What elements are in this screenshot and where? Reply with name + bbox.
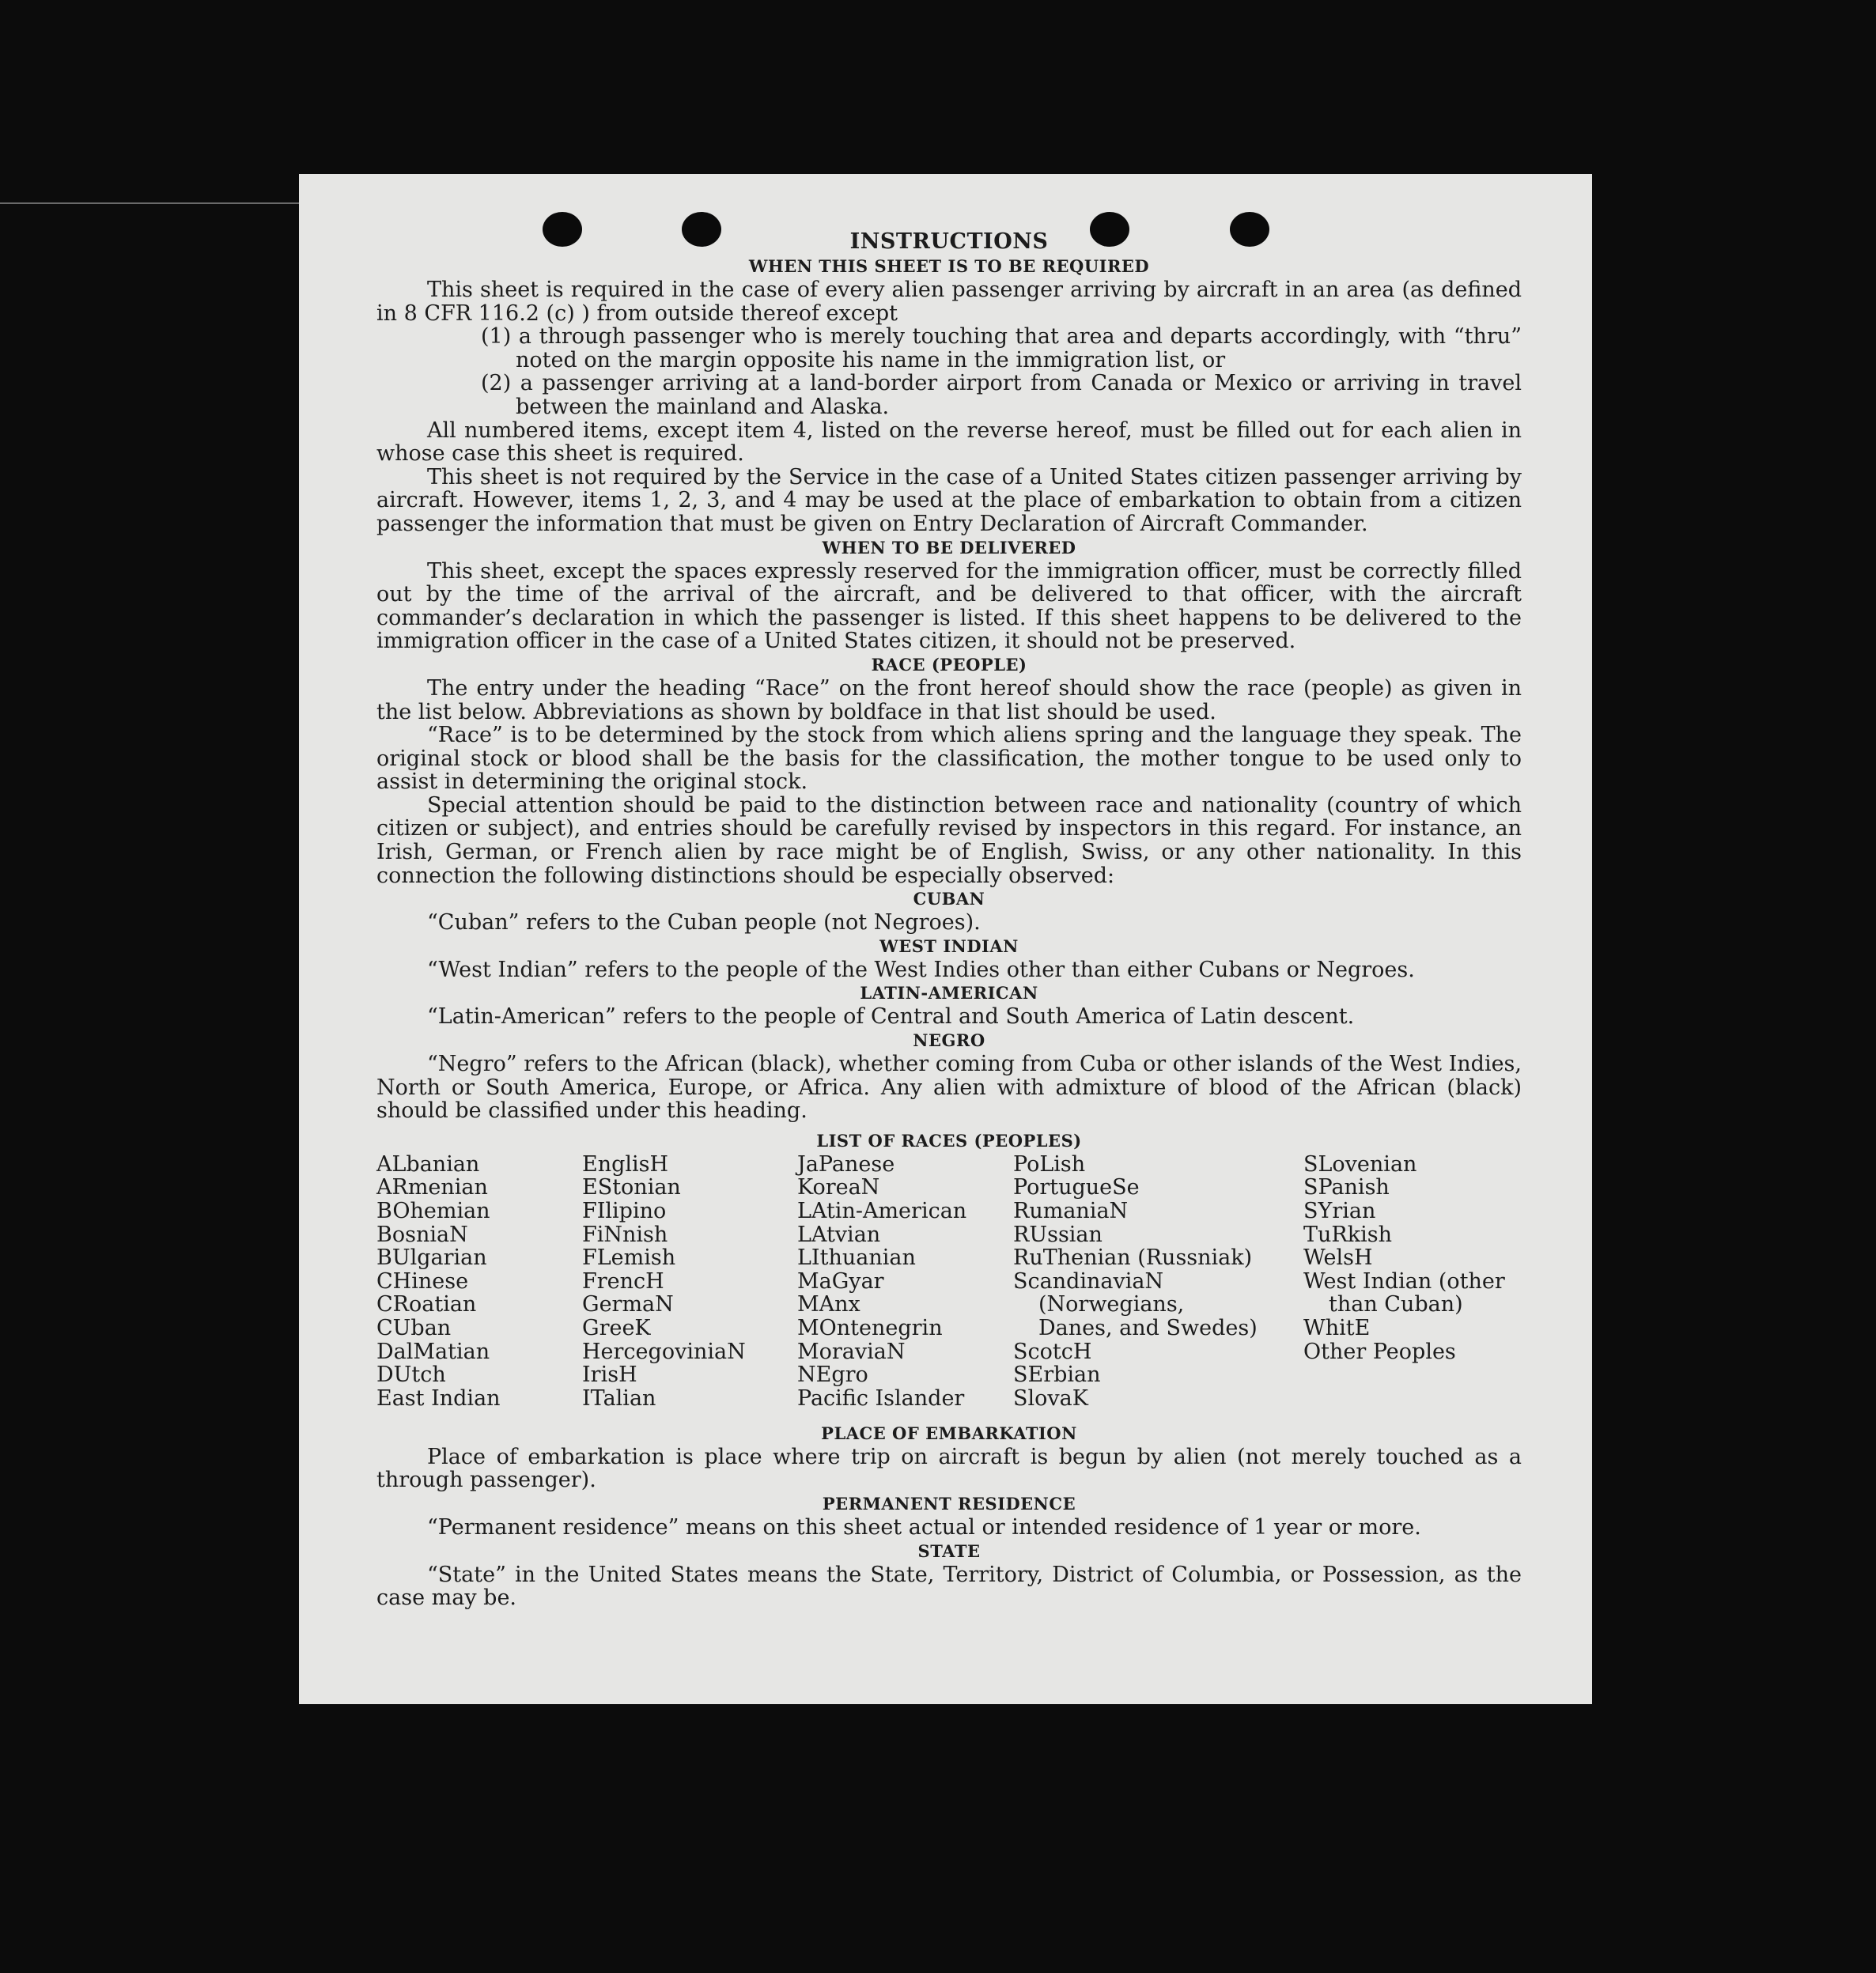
race-entry: RumaniaN — [1013, 1199, 1129, 1223]
scan-edge-line — [0, 202, 304, 204]
race-entry: EnglisH — [582, 1151, 669, 1177]
document-page — [299, 174, 1592, 1704]
race-entry: CHinese — [376, 1268, 469, 1294]
race-entry: SErbian — [1013, 1363, 1101, 1388]
race-entry: GreeK — [582, 1315, 651, 1340]
heading-permanent-residence: PERMANENT RESIDENCE — [822, 1494, 1076, 1514]
race-entry: KoreaN — [797, 1175, 880, 1200]
race-entry: BUlgarian — [376, 1245, 487, 1271]
race-entry: RUssian — [1013, 1222, 1103, 1247]
race-entry: WhitE — [1303, 1315, 1371, 1340]
race-entry: IrisH — [582, 1363, 637, 1388]
race-entry: BOhemian — [376, 1199, 490, 1223]
race-entry: SYrian — [1303, 1199, 1376, 1223]
race-entry: CUban — [376, 1315, 452, 1340]
list-item: (2) a passenger arriving at a land-border airport from Canada or Mexico or arriving in travel between the mainland and Alaska. — [481, 371, 1522, 419]
race-entry: East Indian — [376, 1385, 501, 1411]
heading-negro: NEGRO — [913, 1030, 985, 1051]
race-entry: NEgro — [797, 1363, 868, 1388]
paragraph: The entry under the heading “Race” on the front hereof should show the race (people) as given in the list below. Abbreviations as shown by boldface in that list should be used. — [376, 675, 1522, 724]
race-entry: ITalian — [582, 1385, 656, 1411]
race-entry: ALbanian — [376, 1151, 480, 1177]
page-title: INSTRUCTIONS — [849, 229, 1049, 254]
race-entry: JaPanese — [797, 1151, 895, 1177]
race-entry: EStonian — [582, 1175, 681, 1200]
paragraph: All numbered items, except item 4, listed on the reverse hereof, must be filled out for each alien in whose case this sheet is required. — [376, 418, 1522, 467]
list-item: (1) a through passenger who is merely touching that area and departs accordingly, with “thru” noted on the margin opposite his name in the immigration list, or — [481, 324, 1522, 372]
race-entry: GermaN — [582, 1292, 674, 1317]
race-entry: LAtin-American — [797, 1199, 967, 1223]
heading-cuban: CUBAN — [913, 889, 985, 909]
races-column — [376, 1153, 501, 1411]
race-entry: West Indian (other than Cuban) — [1303, 1268, 1505, 1317]
race-entry: LAtvian — [797, 1222, 881, 1247]
heading-state: STATE — [917, 1540, 981, 1561]
race-entry: FiNnish — [582, 1222, 668, 1247]
paragraph: Place of embarkation is place where trip on aircraft is begun by alien (not merely touched as a through passenger). — [376, 1444, 1522, 1493]
races-column — [582, 1153, 746, 1411]
race-entry: MaGyar — [797, 1268, 884, 1294]
heading-race: RACE (PEOPLE) — [871, 654, 1027, 675]
heading-list-of-races: LIST OF RACES (PEOPLES) — [816, 1130, 1082, 1151]
race-entry: FLemish — [582, 1245, 676, 1271]
race-entry: PoLish — [1013, 1151, 1086, 1177]
race-entry: MOntenegrin — [797, 1315, 943, 1340]
paragraph: “Permanent residence” means on this sheet actual or intended residence of 1 year or more. — [427, 1515, 1421, 1540]
races-column — [1303, 1153, 1522, 1363]
heading-west-indian: WEST INDIAN — [879, 935, 1019, 956]
race-entry: Pacific Islander — [797, 1385, 965, 1411]
paragraph: “State” in the United States means the State, Territory, District of Columbia, or Possession, as the case may be. — [376, 1562, 1522, 1611]
races-column — [797, 1153, 966, 1411]
instructions-content — [376, 229, 1522, 1610]
paragraph: “Negro” refers to the African (black), whether coming from Cuba or other islands of the West Indies, North or South America, Europe, or Africa. Any alien with admixture of blood of the African (black) should be classified under this heading. — [376, 1052, 1522, 1124]
race-entry: WelsH — [1303, 1245, 1373, 1271]
race-entry: SLovenian — [1303, 1151, 1417, 1177]
race-entry: MoraviaN — [797, 1339, 906, 1364]
heading-place-of-embarkation: PLACE OF EMBARKATION — [821, 1423, 1077, 1443]
paragraph: “Race” is to be determined by the stock from which aliens spring and the language they speak. The original stock or blood shall be the basis for the classification, the mother tongue to be used only to assist in determining the original stock. — [376, 723, 1522, 795]
race-entry: PortugueSe — [1013, 1175, 1140, 1200]
heading-when-delivered: WHEN TO BE DELIVERED — [822, 537, 1076, 558]
race-entry: MAnx — [797, 1292, 860, 1317]
heading-when-required: WHEN THIS SHEET IS TO BE REQUIRED — [748, 256, 1150, 276]
paragraph: Special attention should be paid to the distinction between race and nationality (country of which citizen or subject), and entries should be carefully revised by inspectors in this regard. For instance, an Irish, German, or French alien by race might be of English, Swiss, or any other nationality. In this connection the following distinctions should be especially observed: — [376, 792, 1522, 888]
paragraph: “Cuban” refers to the Cuban people (not Negroes). — [427, 910, 981, 935]
heading-latin-american: LATIN-AMERICAN — [860, 983, 1038, 1004]
race-entry: ScandinaviaN (Norwegians, Danes, and Swedes) — [1013, 1268, 1258, 1340]
race-entry: BosniaN — [376, 1222, 468, 1247]
paragraph: This sheet is required in the case of every alien passenger arriving by aircraft in an area (as defined in 8 CFR 116.2 (c) ) from outside thereof except — [376, 278, 1522, 326]
paragraph: “Latin-American” refers to the people of Central and South America of Latin descent. — [427, 1004, 1355, 1030]
race-entry: RuThenian (Russniak) — [1013, 1245, 1253, 1271]
paragraph: “West Indian” refers to the people of the West Indies other than either Cubans or Negroes. — [427, 957, 1415, 982]
race-entry: Other Peoples — [1303, 1339, 1456, 1364]
race-entry: CRoatian — [376, 1292, 477, 1317]
paragraph: This sheet, except the spaces expressly reserved for the immigration officer, must be correctly filled out by the time of the arrival of the aircraft, and be delivered to that officer, with the aircraft commander’s declaration in which the passenger is listed. If this sheet happens to be delivered to the immigration officer in the case of a United States citizen, it should not be preserved. — [376, 558, 1522, 654]
race-entry: FrencH — [582, 1268, 664, 1294]
race-entry: DUtch — [376, 1363, 446, 1388]
race-entry: DalMatian — [376, 1339, 490, 1364]
race-entry: FIlipino — [582, 1199, 667, 1223]
paragraph: This sheet is not required by the Service in the case of a United States citizen passenger arriving by aircraft. However, items 1, 2, 3, and 4 may be used at the place of embarkation to obtain from a citizen passenger the information that must be given on Entry Declaration of Aircraft Commander. — [376, 464, 1522, 536]
race-entry: ARmenian — [376, 1175, 488, 1200]
race-entry: LIthuanian — [797, 1245, 916, 1271]
race-entry: SPanish — [1303, 1175, 1390, 1200]
races-list — [376, 1153, 1522, 1422]
race-entry: ScotcH — [1013, 1339, 1092, 1364]
race-entry: TuRkish — [1303, 1222, 1392, 1247]
race-entry: HercegoviniaN — [582, 1339, 746, 1364]
race-entry: SlovaK — [1013, 1385, 1088, 1411]
races-column — [1013, 1153, 1258, 1411]
